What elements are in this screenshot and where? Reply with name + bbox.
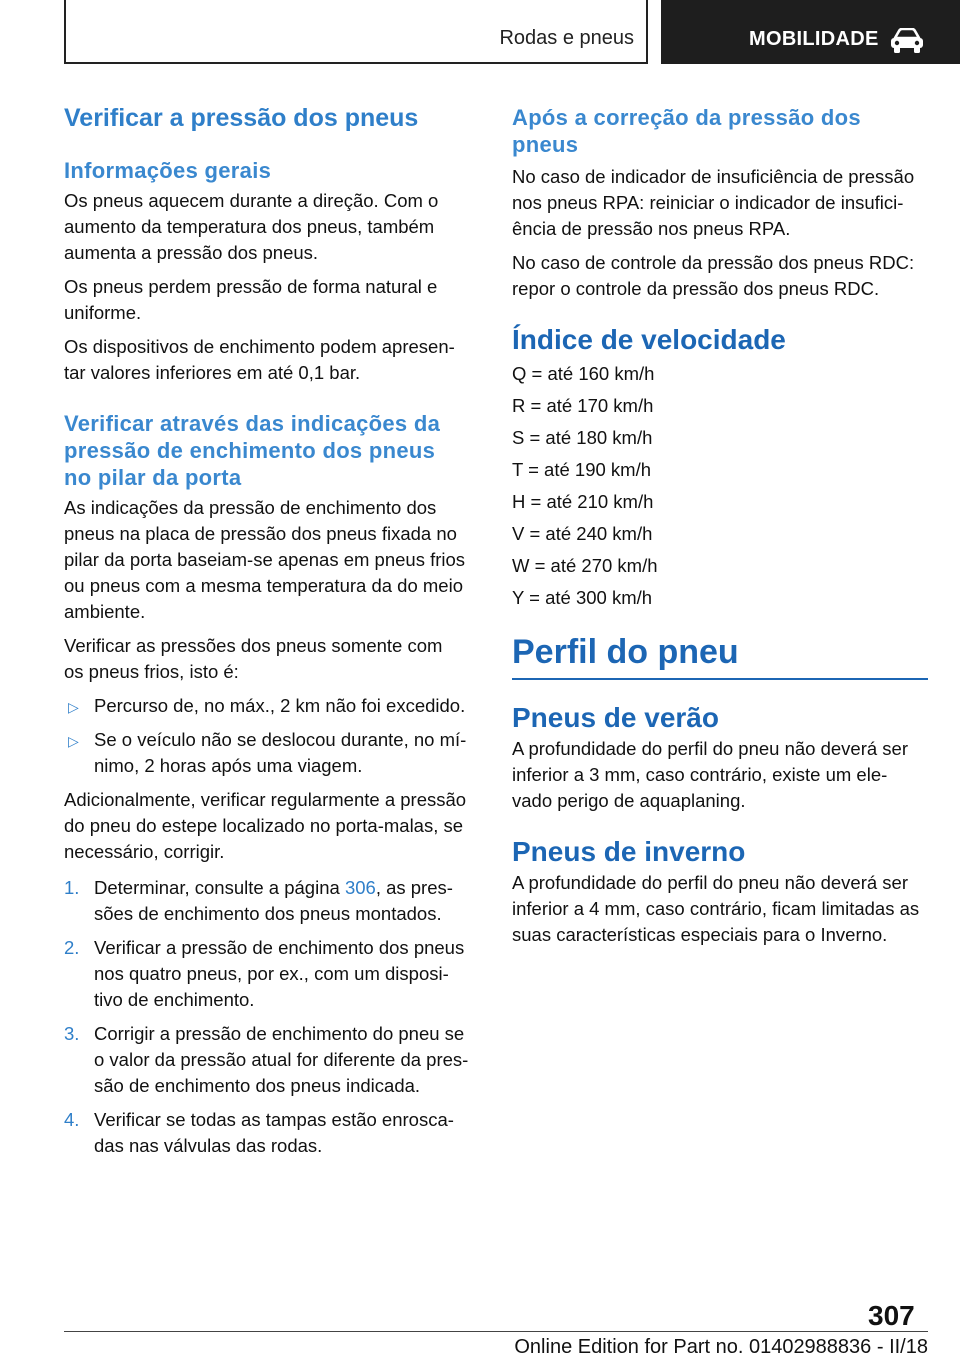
step-item: 1. Determinar, consulte a página 306, as pres- sões de enchimento dos pneus montados. [64, 877, 453, 924]
chapter-tab [661, 0, 960, 64]
paragraph-winter-tread: A profundidade do perfil do pneu não deverá ser inferior a 4 mm, caso contrário, ficam limitadas as suas características especiais para o Inverno. [512, 872, 920, 945]
list-item: ▷ Percurso de, no máx., 2 km não foi excedido. [64, 693, 478, 719]
heading-divider [512, 678, 928, 680]
step-item: 3. Corrigir a pressão de enchimento do pneu se o valor da pressão atual for diferente da pres- são de enchimento dos pneus indicada. [64, 1023, 469, 1096]
step-number: 4. [64, 1109, 80, 1130]
paragraph-filling-devices: Os dispositivos de enchimento podem apresen- tar valores inferiores em até 0,1 bar. [64, 336, 455, 383]
right-column [512, 100, 928, 948]
step-number: 3. [64, 1023, 80, 1044]
list-item: Y = até 300 km/h [512, 587, 653, 608]
paragraph-rdc: No caso de controle da pressão dos pneus RDC: repor o controle da pressão dos pneus RDC. [512, 252, 915, 299]
paragraph-rpa: No caso de indicador de insuficiência de pressão nos pneus RPA: reiniciar o indicador de insufici- ência de pressão nos pneus RPA. [512, 166, 915, 239]
chapter-heading-tread: Perfil do pneu [512, 633, 739, 671]
page-header [0, 0, 960, 66]
triangle-bullet-icon: ▷ [68, 699, 79, 715]
section-title: Rodas e pneus [499, 27, 634, 49]
paragraph-pressure-plate: As indicações da pressão de enchimento dos pneus na placa de pressão dos pneus fixada no pilar da porta baseiam-se apenas em pneus frios ou pneus com a mesma temperatura da do meio ambiente. [64, 497, 466, 622]
section-heading-check-pressure: Verificar a pressão dos pneus [64, 104, 419, 132]
footer-divider [64, 1331, 928, 1332]
list-item: W = até 270 km/h [512, 555, 658, 576]
paragraph-tires-heat: Os pneus aquecem durante a direção. Com o aumento da temperatura dos pneus, também aumenta a pressão dos pneus. [64, 190, 439, 263]
list-item: V = até 240 km/h [512, 523, 653, 544]
edition-footer: Online Edition for Part no. 01402988836 - II/18 [514, 1336, 928, 1358]
subheading-summer-tires: Pneus de verão [512, 702, 719, 733]
step-number: 1. [64, 877, 80, 898]
triangle-bullet-icon: ▷ [68, 733, 79, 749]
list-item: Q = até 160 km/h [512, 363, 655, 384]
list-item: T = até 190 km/h [512, 459, 652, 480]
list-item: S = até 180 km/h [512, 427, 653, 448]
list-item: R = até 170 km/h [512, 395, 654, 416]
car-icon [889, 28, 925, 54]
paragraph-cold-tires: Verificar as pressões dos pneus somente com os pneus frios, isto é: [64, 635, 443, 682]
subheading-after-correction: Após a correção da pressão dos pneus [512, 105, 861, 157]
list-item: H = até 210 km/h [512, 491, 654, 512]
step-number: 2. [64, 937, 80, 958]
step-item: 4. Verificar se todas as tampas estão enrosca- das nas válvulas das rodas. [64, 1109, 454, 1156]
subheading-door-pillar: Verificar através das indicações da pressão de enchimento dos pneus no pilar da porta [64, 411, 441, 490]
page-reference-link[interactable]: 306 [344, 877, 376, 898]
left-column [64, 100, 478, 1159]
subheading-winter-tires: Pneus de inverno [512, 836, 746, 867]
paragraph-summer-tread: A profundidade do perfil do pneu não deverá ser inferior a 3 mm, caso contrário, existe um ele- vado perigo de aquaplaning. [512, 738, 908, 811]
paragraph-spare-tire: Adicionalmente, verificar regularmente a pressão do pneu do estepe localizado no porta-malas, se necessário, corrigir. [64, 789, 467, 862]
subheading-general-info: Informações gerais [64, 158, 272, 183]
list-item: ▷ Se o veículo não se deslocou durante, no mí- nimo, 2 horas após uma viagem. [68, 729, 467, 776]
section-tab [64, 0, 648, 64]
paragraph-tires-lose-pressure: Os pneus perdem pressão de forma natural e uniforme. [64, 276, 438, 323]
speed-index-list [512, 362, 928, 610]
step-item: 2. Verificar a pressão de enchimento dos pneus nos quatro pneus, por ex., com um disposi- tivo de enchimento. [64, 937, 465, 1010]
section-heading-speed-index: Índice de velocidade [512, 324, 786, 355]
chapter-title: MOBILIDADE [749, 28, 879, 50]
page-number: 307 [868, 1300, 915, 1331]
